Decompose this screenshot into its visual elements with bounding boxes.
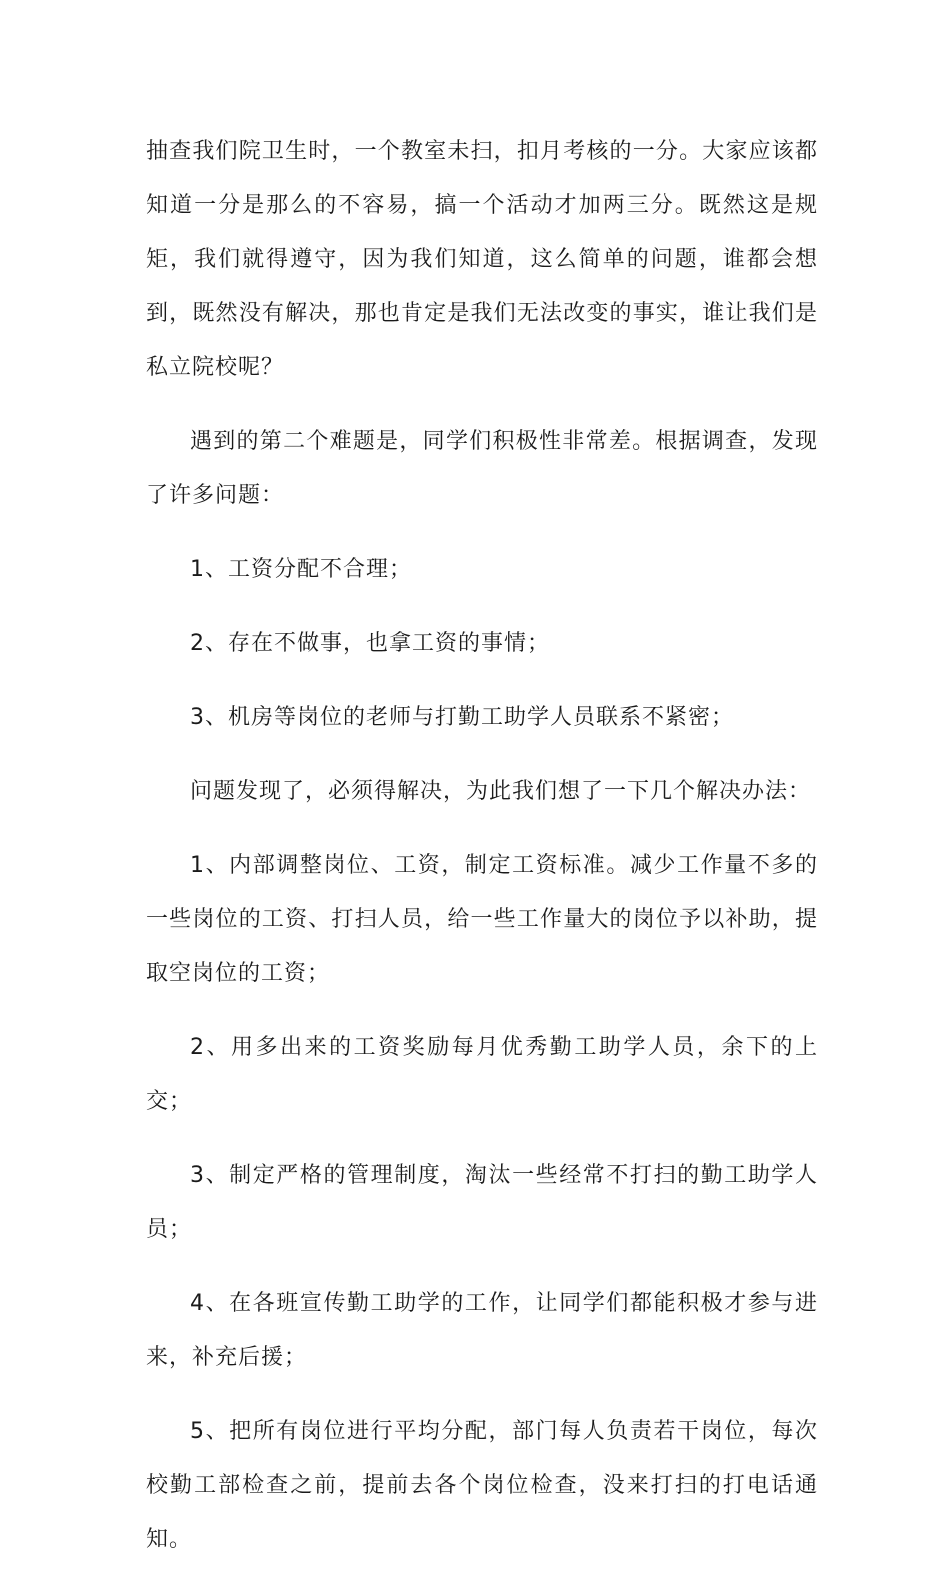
problem-item-3: 3、机房等岗位的老师与打勤工助学人员联系不紧密；	[190, 705, 734, 730]
solution-item-1: 1、内部调整岗位、工资，制定工资标准。减少工作量不多的一些岗位的工资、打扫人员，给一些工作量大的岗位予以补助，提取空岗位的工资；	[146, 853, 818, 986]
solution-item-3: 3、制定严格的管理制度，淘汰一些经常不打扫的勤工助学人员；	[146, 1163, 818, 1242]
problem-item-1: 1、工资分配不合理；	[190, 557, 412, 582]
paragraph-second-problem: 遇到的第二个难题是，同学们积极性非常差。根据调查，发现了许多问题：	[146, 429, 818, 508]
solution-item-2: 2、用多出来的工资奖励每月优秀勤工助学人员，余下的上交；	[146, 1035, 818, 1114]
solution-item-4: 4、在各班宣传勤工助学的工作，让同学们都能积极才参与进来，补充后援；	[146, 1291, 818, 1370]
document-body	[146, 125, 818, 1587]
solution-item-5: 5、把所有岗位进行平均分配，部门每人负责若干岗位，每次校勤工部检查之前，提前去各个岗位检查，没来打扫的打电话通知。	[146, 1419, 818, 1552]
paragraph-intro: 抽查我们院卫生时，一个教室未扫，扣月考核的一分。大家应该都知道一分是那么的不容易，搞一个活动才加两三分。既然这是规矩，我们就得遵守，因为我们知道，这么简单的问题，谁都会想到，既然没有解决，那也肯定是我们无法改变的事实，谁让我们是私立院校呢？	[146, 139, 818, 380]
problem-item-2: 2、存在不做事，也拿工资的事情；	[190, 631, 550, 656]
paragraph-solutions-intro: 问题发现了，必须得解决，为此我们想了一下几个解决办法：	[190, 779, 812, 804]
